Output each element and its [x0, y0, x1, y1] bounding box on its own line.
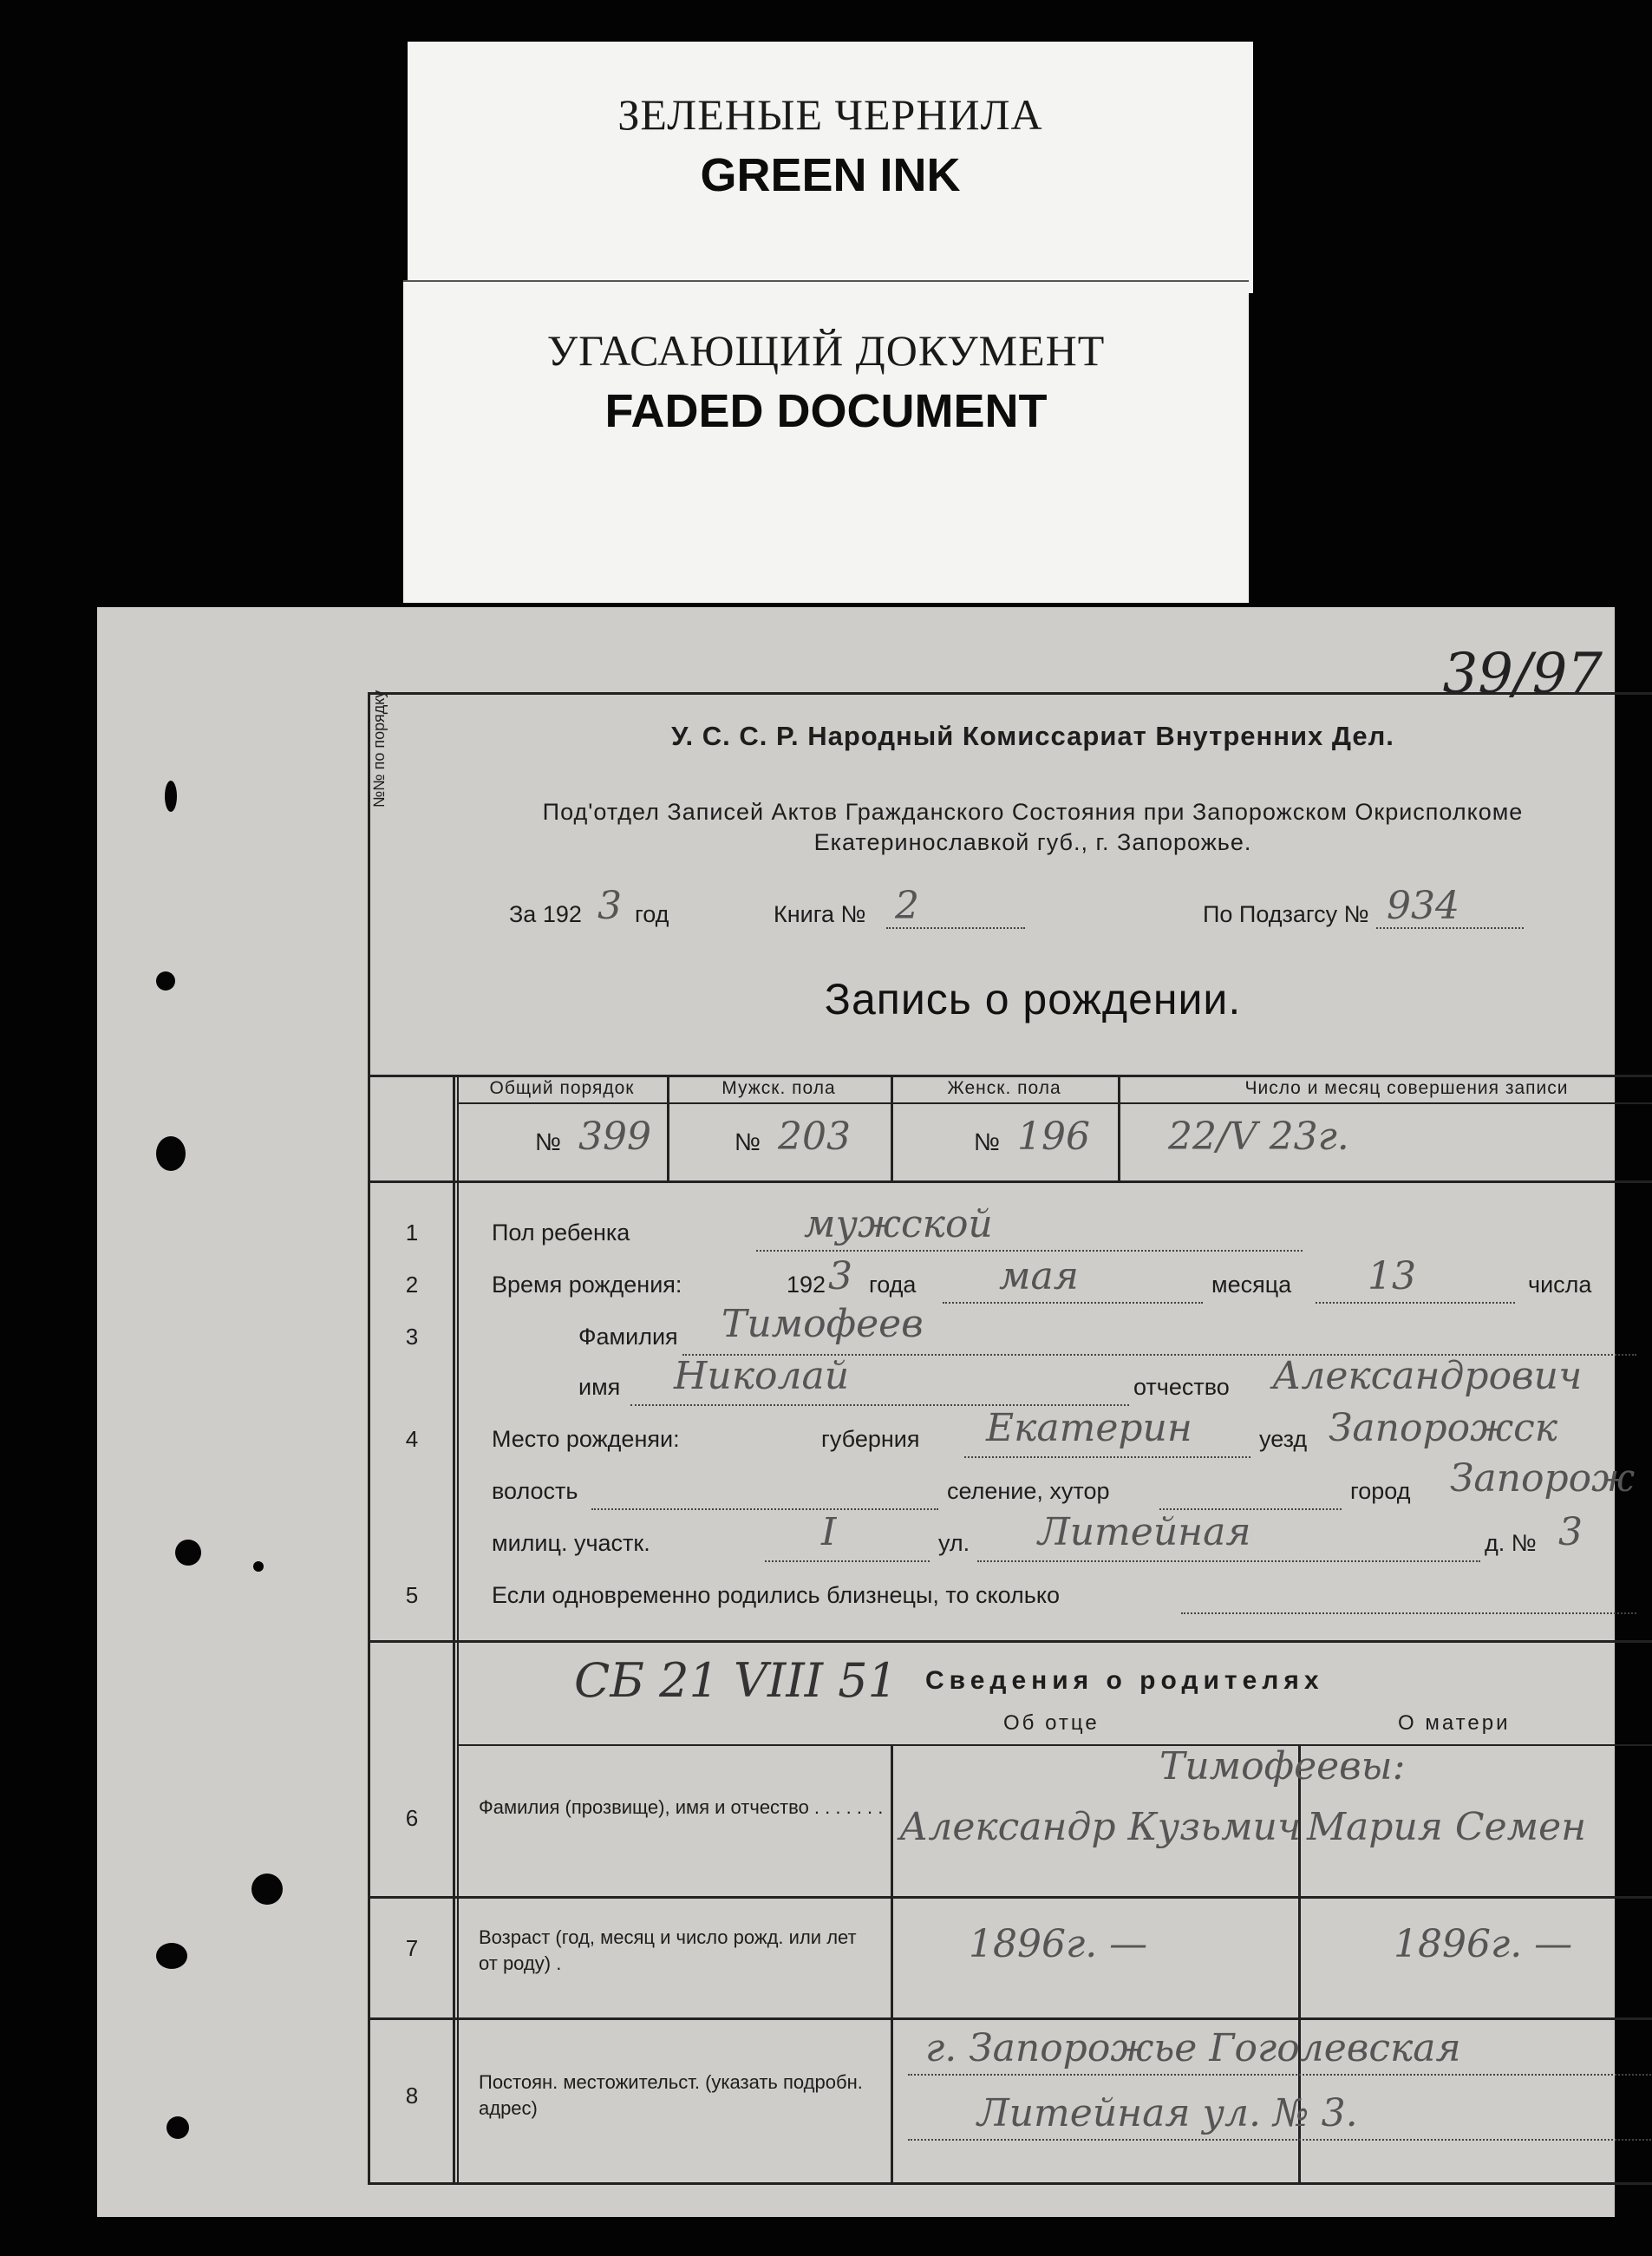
residence-label: Постоян. местожительст. (указать подробн. адрес) [479, 2071, 863, 2119]
record-date: 22/V 23г. [1168, 1115, 1349, 1159]
year-suffix: год [635, 901, 669, 927]
archive-stamp: СБ 21 VIII 51 [574, 1653, 898, 1708]
father-header: Об отце [1003, 1711, 1100, 1735]
province-label: губерния [821, 1426, 920, 1452]
row-4-number: 4 [405, 1426, 419, 1452]
binder-hole [156, 971, 175, 991]
row-7-number: 7 [405, 1935, 419, 1961]
header-department: Под'отдел Записей Актов Гражданского Состояния при Запорожском Окрисполкоме [542, 799, 1524, 825]
mother-age: 1896г. — [1394, 1922, 1573, 1966]
surname-value: Тимофеев [722, 1302, 924, 1346]
female-number: 196 [1017, 1115, 1090, 1159]
row-5-number: 5 [405, 1582, 419, 1608]
volost-label: волость [492, 1478, 578, 1504]
date-header: Число и месяц совершения записи [1244, 1078, 1569, 1098]
birth-month: мая [999, 1254, 1079, 1298]
surname-label: Фамилия [578, 1324, 678, 1350]
male-header: Мужск. пола [722, 1078, 836, 1098]
binder-hole [253, 1561, 264, 1572]
year-label: За 192 [509, 901, 582, 927]
child-sex-label: Пол ребенка [492, 1220, 630, 1246]
underline [1316, 1302, 1515, 1304]
underline [765, 1560, 930, 1562]
subzags-value: 934 [1387, 884, 1459, 928]
province-value: Екатерин [986, 1406, 1192, 1450]
underline [756, 1250, 1303, 1252]
birth-time-label: Время рождения: [492, 1272, 682, 1298]
female-prefix: № [974, 1128, 1001, 1155]
underline [908, 2074, 1652, 2076]
subzags-label: По Подзагсу № [1203, 901, 1369, 927]
rule [453, 1075, 455, 2182]
given-name-value: Николай [674, 1354, 850, 1398]
age-label: Возраст (год, месяц и число рожд. или лет от роду) . [479, 1926, 857, 1974]
child-sex-value: мужской [804, 1202, 993, 1246]
patronymic-value: Александрович [1272, 1354, 1583, 1398]
residence-line-1: г. Запорожье Гоголевская [925, 2026, 1461, 2070]
month-word: месяца [1211, 1272, 1292, 1298]
birth-day: 13 [1368, 1254, 1416, 1298]
birth-year: 3 [828, 1254, 852, 1298]
underline [908, 2139, 1652, 2141]
row-6-number: 6 [405, 1805, 419, 1831]
subzags-underline [1376, 927, 1524, 929]
day-word: числа [1528, 1272, 1592, 1298]
militia-label: милиц. участк. [492, 1530, 650, 1556]
rule [891, 1744, 893, 2182]
patronymic-label: отчество [1133, 1374, 1230, 1400]
year-word: года [869, 1272, 917, 1298]
underline [591, 1508, 938, 1510]
green-ink-en: GREEN INK [700, 149, 961, 201]
row-2-number: 2 [405, 1272, 419, 1298]
county-value: Запорожск [1329, 1406, 1558, 1450]
rule [370, 1075, 1652, 1077]
row-3-number: 3 [405, 1324, 419, 1350]
faded-document-card [403, 282, 1249, 603]
rule [370, 2017, 1652, 2020]
rule [457, 1744, 1652, 1746]
row-1-number: 1 [405, 1220, 419, 1246]
binder-hole [167, 2116, 189, 2139]
house-value: 3 [1558, 1510, 1583, 1554]
birth-record-sheet [97, 607, 1636, 2217]
village-label: селение, хутор [947, 1478, 1110, 1504]
parents-title: Сведения о родителях [925, 1666, 1324, 1695]
birth-year-prefix: 192 [787, 1272, 826, 1298]
father-name: Александр Кузьмич [899, 1805, 1302, 1849]
rule [370, 1896, 1652, 1899]
father-age: 1896г. — [969, 1922, 1148, 1966]
parents-surname: Тимофеевы: [1159, 1744, 1406, 1788]
faded-document-en: FADED DOCUMENT [604, 385, 1048, 437]
general-number: 399 [578, 1115, 651, 1159]
form-frame [368, 692, 1652, 2185]
county-label: уезд [1259, 1426, 1308, 1452]
header-commissariat: У. С. С. Р. Народный Комиссариат Внутренних Дел. [671, 721, 1394, 751]
row-8-number: 8 [405, 2083, 419, 2109]
book-underline [886, 927, 1025, 929]
mother-name: Мария Семен [1307, 1805, 1587, 1849]
binder-hole [156, 1136, 186, 1171]
names-label: Фамилия (прозвище), имя и отчество . . . . . . . [479, 1796, 884, 1818]
underline [977, 1560, 1480, 1562]
binder-hole [175, 1540, 201, 1566]
underline [964, 1456, 1250, 1458]
city-value: Запорож [1450, 1456, 1636, 1501]
general-prefix: № [535, 1128, 562, 1155]
binder-hole [156, 1943, 187, 1969]
male-prefix: № [735, 1128, 761, 1155]
female-header: Женск. пола [947, 1078, 1061, 1098]
birthplace-label: Место рожденяи: [492, 1426, 680, 1452]
year-value: 3 [597, 884, 622, 928]
house-label: д. № [1485, 1530, 1537, 1556]
record-title: Запись о рождении. [824, 975, 1242, 1023]
book-label: Книга № [774, 901, 866, 927]
green-ink-ru: ЗЕЛЕНЫЕ ЧЕРНИЛА [617, 90, 1043, 139]
underline [1181, 1612, 1636, 1614]
num-column-header: №№ по порядку [370, 690, 388, 808]
militia-value: I [821, 1510, 837, 1554]
underline [943, 1302, 1203, 1304]
rule [457, 1102, 1652, 1104]
street-value: Литейная [1038, 1510, 1251, 1554]
binder-hole [165, 781, 177, 812]
green-ink-card [408, 42, 1253, 293]
city-label: город [1350, 1478, 1411, 1504]
header-location: Екатеринославкой губ., г. Запорожье. [813, 829, 1252, 855]
twins-label: Если одновременно родились близнецы, то сколько [492, 1582, 1060, 1608]
mother-header: О матери [1398, 1711, 1511, 1735]
given-name-label: имя [578, 1374, 621, 1400]
rule [370, 1180, 1652, 1183]
sheet-number: 39/97 [1442, 642, 1603, 706]
street-label: ул. [938, 1530, 970, 1556]
rule [370, 1640, 1652, 1643]
residence-line-2: Литейная ул. № 3. [977, 2091, 1358, 2135]
faded-document-ru: УГАСАЮЩИЙ ДОКУМЕНТ [546, 326, 1106, 375]
book-value: 2 [895, 884, 919, 928]
male-number: 203 [778, 1115, 851, 1159]
binder-hole [251, 1873, 283, 1905]
general-order-header: Общий порядок [489, 1078, 635, 1098]
rule [457, 1075, 459, 2182]
